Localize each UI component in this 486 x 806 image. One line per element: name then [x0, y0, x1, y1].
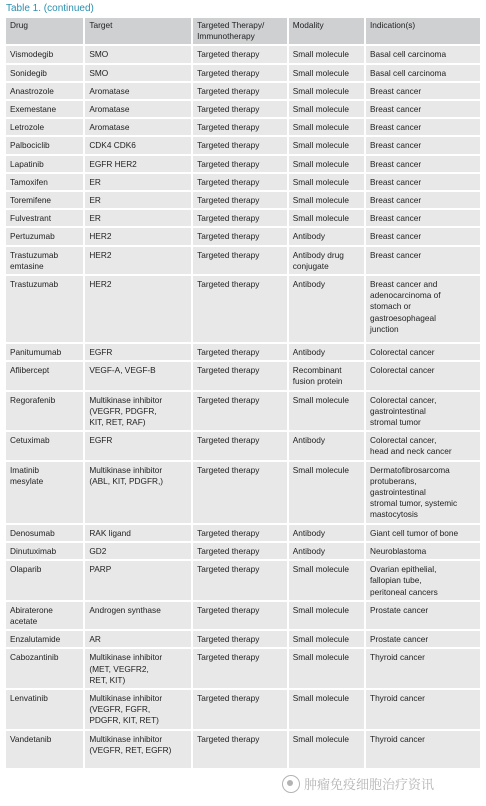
column-header-therapy-type: Targeted Therapy/ Immunotherapy — [193, 18, 287, 44]
cell-therapy-type: Targeted therapy — [193, 525, 287, 541]
cell-target: HER2 — [85, 276, 191, 342]
cell-modality: Small molecule — [289, 649, 364, 688]
cell-indications: Breast cancer — [366, 83, 480, 99]
table-row — [6, 46, 480, 62]
table-row — [6, 649, 480, 688]
cell-therapy-type: Targeted therapy — [193, 174, 287, 190]
cell-target: EGFR — [85, 344, 191, 360]
table-row — [6, 101, 480, 117]
cell-target: Androgen synthase — [85, 602, 191, 629]
cell-therapy-type: Targeted therapy — [193, 690, 287, 729]
cell-therapy-type: Targeted therapy — [193, 344, 287, 360]
cell-drug: Lenvatinib — [6, 690, 83, 729]
table-row — [6, 362, 480, 389]
table-row — [6, 561, 480, 600]
cell-target: Multikinase inhibitor (VEGFR, FGFR, PDGFR, KIT, RET) — [85, 690, 191, 729]
cell-drug: Vandetanib — [6, 731, 83, 768]
table-row — [6, 392, 480, 431]
table-row — [6, 83, 480, 99]
cell-drug: Cabozantinib — [6, 649, 83, 688]
table-row — [6, 156, 480, 172]
cell-indications: Breast cancer — [366, 137, 480, 153]
table-header-row — [6, 18, 480, 44]
table-row — [6, 119, 480, 135]
cell-indications: Thyroid cancer — [366, 690, 480, 729]
cell-indications: Breast cancer — [366, 101, 480, 117]
cell-drug: Anastrozole — [6, 83, 83, 99]
cell-drug: Cetuximab — [6, 432, 83, 459]
cell-therapy-type: Targeted therapy — [193, 602, 287, 629]
cell-drug: Panitumumab — [6, 344, 83, 360]
cell-target: EGFR HER2 — [85, 156, 191, 172]
table-row — [6, 731, 480, 768]
cell-drug: Dinutuximab — [6, 543, 83, 559]
cell-target: Multikinase inhibitor (VEGFR, RET, EGFR) — [85, 731, 191, 768]
table-body — [6, 46, 480, 767]
cell-indications: Colorectal cancer — [366, 362, 480, 389]
table-row — [6, 543, 480, 559]
cell-modality: Small molecule — [289, 137, 364, 153]
cell-drug: Palbociclib — [6, 137, 83, 153]
cell-therapy-type: Targeted therapy — [193, 119, 287, 135]
cell-drug: Vismodegib — [6, 46, 83, 62]
cell-target: Multikinase inhibitor (MET, VEGFR2, RET, KIT) — [85, 649, 191, 688]
cell-modality: Antibody — [289, 228, 364, 244]
cell-target: SMO — [85, 65, 191, 81]
cell-therapy-type: Targeted therapy — [193, 137, 287, 153]
cell-indications: Basal cell carcinoma — [366, 65, 480, 81]
cell-target: ER — [85, 210, 191, 226]
cell-indications: Thyroid cancer — [366, 649, 480, 688]
cell-target: ER — [85, 192, 191, 208]
watermark — [282, 774, 434, 793]
cell-modality: Small molecule — [289, 731, 364, 768]
cell-modality: Small molecule — [289, 156, 364, 172]
cell-modality: Small molecule — [289, 192, 364, 208]
column-header-modality: Modality — [289, 18, 364, 44]
cell-indications: Breast cancer and adenocarcinoma of stomach or gastroesophageal junction — [366, 276, 480, 342]
cell-therapy-type: Targeted therapy — [193, 462, 287, 523]
cell-modality: Small molecule — [289, 690, 364, 729]
cell-indications: Dermatofibrosarcoma protuberans, gastrointestinal stromal tumor, systemic mastocytosis — [366, 462, 480, 523]
cell-modality: Small molecule — [289, 119, 364, 135]
cell-indications: Breast cancer — [366, 119, 480, 135]
cell-target: Multikinase inhibitor (VEGFR, PDGFR, KIT, RET, RAF) — [85, 392, 191, 431]
cell-target: GD2 — [85, 543, 191, 559]
cell-target: CDK4 CDK6 — [85, 137, 191, 153]
cell-modality: Antibody drug conjugate — [289, 247, 364, 274]
cell-drug: Imatinib mesylate — [6, 462, 83, 523]
cell-target: RAK ligand — [85, 525, 191, 541]
cell-drug: Olaparib — [6, 561, 83, 600]
cell-target: HER2 — [85, 228, 191, 244]
cell-therapy-type: Targeted therapy — [193, 543, 287, 559]
cell-drug: Tamoxifen — [6, 174, 83, 190]
cell-target: SMO — [85, 46, 191, 62]
cell-drug: Exemestane — [6, 101, 83, 117]
cell-indications: Ovarian epithelial, fallopian tube, peritoneal cancers — [366, 561, 480, 600]
column-header-indications: Indication(s) — [366, 18, 480, 44]
cell-indications: Breast cancer — [366, 210, 480, 226]
cell-target: EGFR — [85, 432, 191, 459]
cell-drug: Trastuzumab — [6, 276, 83, 342]
table-row — [6, 137, 480, 153]
table-row — [6, 690, 480, 729]
cell-therapy-type: Targeted therapy — [193, 210, 287, 226]
cell-drug: Trastuzumab emtasine — [6, 247, 83, 274]
cell-indications: Prostate cancer — [366, 631, 480, 647]
table-row — [6, 210, 480, 226]
cell-target: VEGF-A, VEGF-B — [85, 362, 191, 389]
cell-indications: Colorectal cancer, head and neck cancer — [366, 432, 480, 459]
cell-therapy-type: Targeted therapy — [193, 731, 287, 768]
cell-indications: Colorectal cancer, gastrointestinal stromal tumor — [366, 392, 480, 431]
cell-modality: Antibody — [289, 543, 364, 559]
cell-indications: Breast cancer — [366, 192, 480, 208]
cell-indications: Breast cancer — [366, 174, 480, 190]
table-row — [6, 174, 480, 190]
column-header-drug: Drug — [6, 18, 83, 44]
cell-modality: Small molecule — [289, 174, 364, 190]
cell-target: ER — [85, 174, 191, 190]
cell-target: PARP — [85, 561, 191, 600]
table-row — [6, 65, 480, 81]
cell-therapy-type: Targeted therapy — [193, 631, 287, 647]
cell-modality: Small molecule — [289, 83, 364, 99]
cell-indications: Neuroblastoma — [366, 543, 480, 559]
table-row — [6, 192, 480, 208]
cell-indications: Giant cell tumor of bone — [366, 525, 480, 541]
cell-indications: Basal cell carcinoma — [366, 46, 480, 62]
table-row — [6, 525, 480, 541]
cell-modality: Small molecule — [289, 392, 364, 431]
table-row — [6, 631, 480, 647]
cell-drug: Enzalutamide — [6, 631, 83, 647]
cell-drug: Abiraterone acetate — [6, 602, 83, 629]
cell-therapy-type: Targeted therapy — [193, 101, 287, 117]
cell-drug: Regorafenib — [6, 392, 83, 431]
cell-therapy-type: Targeted therapy — [193, 228, 287, 244]
cell-target: Aromatase — [85, 101, 191, 117]
cell-therapy-type: Targeted therapy — [193, 156, 287, 172]
cell-therapy-type: Targeted therapy — [193, 432, 287, 459]
cell-therapy-type: Targeted therapy — [193, 65, 287, 81]
cell-therapy-type: Targeted therapy — [193, 83, 287, 99]
cell-drug: Denosumab — [6, 525, 83, 541]
cell-modality: Antibody — [289, 344, 364, 360]
cell-target: Aromatase — [85, 119, 191, 135]
cell-drug: Lapatinib — [6, 156, 83, 172]
cell-modality: Antibody — [289, 432, 364, 459]
drug-table — [4, 16, 482, 770]
cell-therapy-type: Targeted therapy — [193, 649, 287, 688]
cell-target: Multikinase inhibitor (ABL, KIT, PDGFR,) — [85, 462, 191, 523]
cell-therapy-type: Targeted therapy — [193, 276, 287, 342]
cell-drug: Sonidegib — [6, 65, 83, 81]
cell-target: Aromatase — [85, 83, 191, 99]
cell-indications: Breast cancer — [366, 156, 480, 172]
cell-therapy-type: Targeted therapy — [193, 362, 287, 389]
table-caption: Table 1. (continued) — [6, 3, 94, 14]
cell-modality: Small molecule — [289, 602, 364, 629]
cell-therapy-type: Targeted therapy — [193, 247, 287, 274]
cell-modality: Small molecule — [289, 462, 364, 523]
cell-target: HER2 — [85, 247, 191, 274]
cell-modality: Recombinant fusion protein — [289, 362, 364, 389]
cell-target: AR — [85, 631, 191, 647]
table-row — [6, 276, 480, 342]
cell-drug: Toremifene — [6, 192, 83, 208]
cell-indications: Colorectal cancer — [366, 344, 480, 360]
cell-modality: Antibody — [289, 276, 364, 342]
table-row — [6, 228, 480, 244]
cell-modality: Antibody — [289, 525, 364, 541]
cell-indications: Thyroid cancer — [366, 731, 480, 768]
table-row — [6, 344, 480, 360]
watermark-text: 肿瘤免疫细胞治疗资讯 — [304, 778, 435, 793]
cell-therapy-type: Targeted therapy — [193, 561, 287, 600]
cell-therapy-type: Targeted therapy — [193, 192, 287, 208]
cell-modality: Small molecule — [289, 561, 364, 600]
cell-modality: Small molecule — [289, 101, 364, 117]
table-row — [6, 462, 480, 523]
cell-drug: Letrozole — [6, 119, 83, 135]
cell-drug: Pertuzumab — [6, 228, 83, 244]
cell-modality: Small molecule — [289, 210, 364, 226]
column-header-target: Target — [85, 18, 191, 44]
cell-drug: Fulvestrant — [6, 210, 83, 226]
cell-modality: Small molecule — [289, 46, 364, 62]
cell-modality: Small molecule — [289, 65, 364, 81]
table-row — [6, 432, 480, 459]
table-row — [6, 247, 480, 274]
wechat-logo-icon — [282, 775, 300, 793]
table-row — [6, 602, 480, 629]
cell-indications: Breast cancer — [366, 247, 480, 274]
cell-indications: Breast cancer — [366, 228, 480, 244]
cell-therapy-type: Targeted therapy — [193, 392, 287, 431]
cell-indications: Prostate cancer — [366, 602, 480, 629]
cell-modality: Small molecule — [289, 631, 364, 647]
cell-drug: Aflibercept — [6, 362, 83, 389]
cell-therapy-type: Targeted therapy — [193, 46, 287, 62]
